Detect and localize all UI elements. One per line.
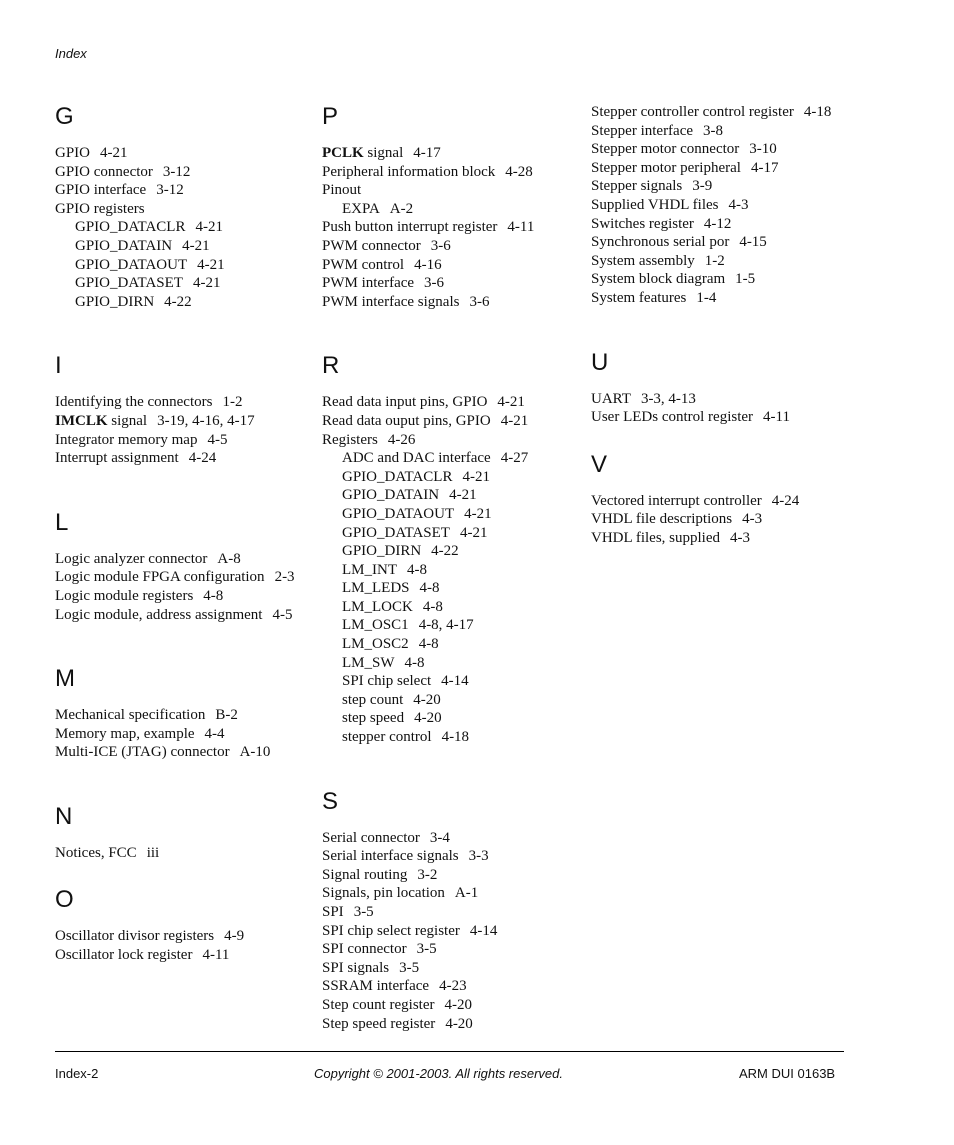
entry-pages: 3-3, 4-13 <box>640 390 696 407</box>
section-letter: P <box>322 103 339 130</box>
entry-pages: 4-14 <box>441 673 469 690</box>
index-subentry <box>322 561 584 580</box>
index-section <box>55 509 310 624</box>
entry-pages: 4-8 <box>407 561 427 578</box>
entry-pages: 4-21 <box>195 219 223 236</box>
entry-term: Step speed register <box>322 1015 436 1032</box>
section-letter: U <box>591 348 609 376</box>
entry-pages: 3-5 <box>416 941 437 958</box>
index-entry <box>55 927 310 946</box>
entry-pages: 4-20 <box>414 710 442 727</box>
index-section <box>55 665 310 762</box>
entry-term: VHDL file descriptions <box>591 511 733 528</box>
index-entry <box>322 274 584 293</box>
index-column-3 <box>591 103 891 548</box>
entry-pages: 4-22 <box>431 543 459 560</box>
entry-term: Oscillator lock register <box>55 947 193 964</box>
entry-pages: 4-16 <box>414 256 442 273</box>
entry-pages: 3-9 <box>692 178 713 195</box>
section-letter: N <box>55 802 73 830</box>
entry-term: User LEDs control register <box>591 409 754 426</box>
index-subentry <box>322 542 584 561</box>
index-subentry <box>55 274 310 293</box>
entry-term: GPIO_DIRN <box>75 293 155 310</box>
entry-pages: 4-21 <box>192 275 221 292</box>
index-subentry <box>55 293 310 312</box>
index-subentry <box>322 579 584 598</box>
section-gap <box>591 308 891 349</box>
index-entry <box>591 140 891 159</box>
entry-pages: 4-15 <box>739 234 767 251</box>
copyright-notice: Copyright © 2001-2003. All rights reserved. <box>314 1066 563 1081</box>
index-subentry <box>322 672 584 691</box>
index-section <box>591 103 891 308</box>
entry-pages: 4-20 <box>445 1015 473 1032</box>
entry-pages: 2-3 <box>274 569 295 586</box>
entry-term: Logic module FPGA configuration <box>55 569 265 586</box>
section-gap <box>322 747 584 788</box>
entry-term: LM_SW <box>342 654 395 671</box>
entry-term: GPIO_DATAOUT <box>75 256 188 273</box>
entry-pages: 4-21 <box>459 524 488 541</box>
index-section <box>55 103 310 311</box>
entry-term: SPI <box>322 904 344 920</box>
index-entry <box>55 706 310 725</box>
entry-pages: 3-12 <box>162 163 191 180</box>
index-entry <box>322 256 584 275</box>
section-gap <box>591 427 891 451</box>
entry-pages: 4-17 <box>413 145 441 161</box>
entry-term: SPI chip select <box>342 673 432 690</box>
index-section <box>322 103 584 311</box>
index-subentry <box>322 616 584 635</box>
entry-pages: 4-8 <box>203 587 224 604</box>
entry-pages: 4-28 <box>505 163 533 180</box>
index-subentry <box>322 691 584 710</box>
entry-term: Stepper motor connector <box>591 141 740 158</box>
section-letter: O <box>55 886 74 914</box>
entry-term: SSRAM interface <box>322 978 430 995</box>
entry-term: GPIO <box>55 145 91 161</box>
entry-term: ADC and DAC interface <box>342 450 491 467</box>
entry-pages: 4-8 <box>419 580 440 597</box>
index-entry <box>591 103 891 122</box>
index-entry <box>591 289 891 308</box>
index-column-1 <box>55 103 310 965</box>
entry-pages: iii <box>146 844 160 861</box>
entry-term: Registers <box>322 431 378 448</box>
index-entry <box>322 940 584 959</box>
entry-term: Logic analyzer connector <box>55 550 208 567</box>
entry-pages: 4-17 <box>750 159 779 176</box>
section-gap <box>322 311 584 352</box>
entry-term: Read data ouput pins, GPIO <box>322 412 491 429</box>
index-entry <box>55 181 310 200</box>
entry-pages: 4-18 <box>441 729 470 746</box>
entry-pages: 4-11 <box>507 219 535 236</box>
entry-pages: 4-20 <box>444 996 472 1013</box>
entry-term: Push button interrupt register <box>322 219 498 236</box>
index-entry <box>55 200 310 219</box>
entry-term: Integrator memory map <box>55 431 198 448</box>
index-subentry <box>322 486 584 505</box>
index-entry <box>55 393 310 412</box>
entry-pages: A-8 <box>217 550 241 567</box>
entry-pages: 3-2 <box>417 866 438 883</box>
index-entry <box>55 449 310 468</box>
entry-pages: 4-21 <box>182 237 210 254</box>
entry-term: GPIO_DATASET <box>75 275 183 292</box>
entry-term: LM_OSC2 <box>342 636 409 653</box>
section-letter: G <box>55 103 74 130</box>
index-subentry <box>322 728 584 747</box>
index-entry <box>322 237 584 256</box>
entry-term: Serial interface signals <box>322 848 459 865</box>
index-entry <box>55 587 310 606</box>
entry-pages: 4-21 <box>464 505 492 522</box>
entry-pages: 4-24 <box>771 492 800 509</box>
entry-term: Supplied VHDL files <box>591 196 719 213</box>
entry-term: Stepper interface <box>591 122 694 139</box>
entry-pages: 4-12 <box>703 215 732 232</box>
entry-pages: 4-21 <box>100 145 128 161</box>
entry-term: Serial connector <box>322 829 420 846</box>
entry-pages: 3-8 <box>703 122 724 139</box>
index-entry <box>55 163 310 182</box>
entry-term: GPIO_DATASET <box>342 524 450 541</box>
index-entry <box>55 743 310 762</box>
entry-term: Identifying the connectors <box>55 394 213 411</box>
document-id: ARM DUI 0163B <box>739 1066 836 1081</box>
index-entry <box>591 215 891 234</box>
entry-pages: 4-3 <box>730 529 751 546</box>
entry-pages: 1-5 <box>735 271 756 288</box>
entry-term: Multi-ICE (JTAG) connector <box>55 744 230 761</box>
entry-term: LM_INT <box>342 561 397 578</box>
entry-term: SPI signals <box>322 959 390 976</box>
entry-term: Read data input pins, GPIO <box>322 394 488 411</box>
entry-term: Interrupt assignment <box>55 450 179 467</box>
entry-pages: 4-26 <box>387 431 416 448</box>
entry-term: step count <box>342 691 404 708</box>
entry-term: LM_LEDS <box>342 580 410 597</box>
entry-pages: 3-3 <box>468 848 489 865</box>
index-entry <box>322 903 584 922</box>
index-subentry <box>322 468 584 487</box>
entry-pages: 1-4 <box>696 289 717 306</box>
index-entry <box>322 181 584 200</box>
entry-pages: 3-5 <box>399 959 420 976</box>
entry-term: SPI connector <box>322 941 407 958</box>
entry-pages: 4-3 <box>728 196 749 213</box>
section-gap <box>55 311 310 352</box>
section-gap <box>55 762 310 803</box>
index-entry <box>322 884 584 903</box>
entry-pages: A-2 <box>389 200 414 217</box>
entry-term: VHDL files, supplied <box>591 529 721 546</box>
entry-term: Vectored interrupt controller <box>591 492 762 509</box>
entry-term: GPIO connector <box>55 163 153 180</box>
index-entry <box>322 977 584 996</box>
section-gap <box>55 862 310 886</box>
index-entry <box>55 412 310 431</box>
entry-term: EXPA <box>342 200 380 217</box>
entry-term: UART <box>591 390 631 407</box>
index-entry <box>322 163 584 182</box>
entry-term: Synchronous serial por <box>591 234 730 251</box>
index-subentry <box>55 256 310 275</box>
index-subentry <box>322 598 584 617</box>
entry-term: SPI chip select register <box>322 922 460 939</box>
entry-pages: 4-3 <box>742 511 763 528</box>
index-entry <box>591 177 891 196</box>
entry-pages: 4-21 <box>497 394 525 411</box>
entry-term: PWM control <box>322 256 405 273</box>
entry-pages: 4-27 <box>500 450 529 467</box>
entry-pages: 3-6 <box>424 275 445 292</box>
section-letter: R <box>322 352 340 380</box>
index-entry <box>55 606 310 625</box>
index-entry <box>322 393 584 412</box>
entry-pages: 4-22 <box>164 293 192 310</box>
index-section <box>591 349 891 427</box>
index-section <box>322 352 584 746</box>
entry-pages: A-1 <box>454 885 479 902</box>
index-entry <box>322 959 584 978</box>
index-entry <box>591 529 891 548</box>
entry-pages: 4-20 <box>413 691 441 708</box>
entry-pages: 4-8 <box>422 598 443 615</box>
entry-term: GPIO_DATACLR <box>342 468 453 485</box>
entry-pages: 4-4 <box>204 725 225 742</box>
entry-pages: 4-11 <box>763 409 790 426</box>
index-entry <box>591 159 891 178</box>
page-number: Index-2 <box>55 1066 99 1081</box>
index-entry <box>55 844 310 863</box>
entry-pages: 1-2 <box>704 252 725 269</box>
entry-pages: 4-21 <box>500 412 529 429</box>
entry-term: Signal routing <box>322 866 408 883</box>
entry-pages: 4-11 <box>202 947 230 964</box>
index-subentry <box>322 709 584 728</box>
entry-pages: 3-10 <box>749 141 777 158</box>
entry-term: Stepper signals <box>591 178 683 195</box>
entry-pages: A-10 <box>239 744 271 761</box>
section-letter: M <box>55 665 75 693</box>
entry-pages: 3-5 <box>353 904 374 920</box>
entry-pages: 4-5 <box>272 606 293 623</box>
entry-term: GPIO_DIRN <box>342 543 422 560</box>
section-gap <box>55 624 310 665</box>
index-subentry <box>322 449 584 468</box>
footer-divider <box>55 1051 844 1052</box>
entry-pages: 4-8 <box>418 636 439 653</box>
entry-pages: 4-18 <box>803 104 832 120</box>
entry-term: Logic module registers <box>55 587 194 604</box>
index-entry <box>55 550 310 569</box>
index-entry <box>591 270 891 289</box>
entry-term: LM_OSC1 <box>342 617 409 634</box>
entry-pages: 3-12 <box>156 182 184 199</box>
index-entry <box>322 1015 584 1034</box>
index-entry <box>55 568 310 587</box>
index-entry <box>322 829 584 848</box>
entry-pages: 3-6 <box>430 237 451 254</box>
running-header: Index <box>55 46 87 61</box>
entry-term: step speed <box>342 710 405 727</box>
index-entry <box>322 293 584 312</box>
index-entry <box>322 144 584 163</box>
index-subentry <box>322 635 584 654</box>
entry-term: GPIO interface <box>55 182 147 199</box>
index-entry <box>591 252 891 271</box>
entry-term: Signals, pin location <box>322 885 445 902</box>
entry-term: GPIO_DATAIN <box>342 487 440 504</box>
index-subentry <box>322 654 584 673</box>
index-entry <box>591 510 891 529</box>
index-entry <box>322 431 584 450</box>
index-entry <box>322 866 584 885</box>
entry-term: IMCLK <box>55 412 108 429</box>
entry-pages: 1-2 <box>222 394 243 411</box>
entry-pages: 4-5 <box>207 431 228 448</box>
entry-term: GPIO_DATAOUT <box>342 505 455 522</box>
entry-term: Logic module, address assignment <box>55 606 263 623</box>
section-letter: V <box>591 450 608 478</box>
entry-pages: 4-8 <box>404 654 425 671</box>
index-section <box>55 803 310 863</box>
entry-term: Stepper controller control register <box>591 104 794 120</box>
index-entry <box>591 408 891 427</box>
index-column-2 <box>322 103 584 1033</box>
entry-term: System block diagram <box>591 271 726 288</box>
entry-term: Peripheral information block <box>322 163 496 180</box>
entry-pages: 4-21 <box>462 468 490 485</box>
index-section <box>322 788 584 1034</box>
entry-term: stepper control <box>342 729 432 746</box>
index-subentry <box>322 505 584 524</box>
entry-term: GPIO_DATACLR <box>75 219 186 236</box>
entry-term: Notices, FCC <box>55 844 137 861</box>
index-entry <box>591 122 891 141</box>
entry-pages: 3-19, 4-16, 4-17 <box>157 412 255 429</box>
entry-term-rest: signal <box>363 145 404 161</box>
entry-pages: 4-24 <box>188 450 217 467</box>
entry-term: Switches register <box>591 215 694 232</box>
index-section <box>55 352 310 467</box>
index-subentry <box>55 237 310 256</box>
index-subentry <box>322 200 584 219</box>
index-entry <box>591 390 891 409</box>
entry-term: PWM interface signals <box>322 293 460 310</box>
section-letter: S <box>322 787 339 815</box>
index-entry <box>322 412 584 431</box>
entry-term: System assembly <box>591 252 695 269</box>
index-entry <box>55 144 310 163</box>
index-entry <box>322 922 584 941</box>
index-subentry <box>322 524 584 543</box>
index-subentry <box>55 218 310 237</box>
entry-pages: 4-21 <box>449 487 477 504</box>
index-section <box>55 886 310 964</box>
entry-term: Pinout <box>322 182 362 199</box>
section-gap <box>55 468 310 509</box>
entry-term: Stepper motor peripheral <box>591 159 741 176</box>
index-entry <box>591 196 891 215</box>
index-entry <box>55 725 310 744</box>
entry-term: GPIO_DATAIN <box>75 237 173 254</box>
entry-term: Mechanical specification <box>55 707 206 724</box>
entry-term: Memory map, example <box>55 725 195 742</box>
entry-term: Oscillator divisor registers <box>55 928 215 945</box>
entry-term: LM_LOCK <box>342 598 413 615</box>
entry-pages: 4-21 <box>197 256 225 273</box>
section-letter: I <box>55 352 62 380</box>
entry-term: PWM connector <box>322 237 421 254</box>
index-entry <box>591 233 891 252</box>
index-entry <box>322 218 584 237</box>
section-letter: L <box>55 508 69 536</box>
entry-term: System features <box>591 289 687 306</box>
index-entry <box>591 492 891 511</box>
entry-pages: 4-23 <box>439 978 467 995</box>
index-entry <box>55 946 310 965</box>
index-entry <box>55 431 310 450</box>
index-entry <box>322 996 584 1015</box>
entry-pages: 3-4 <box>429 829 450 846</box>
entry-pages: 3-6 <box>469 293 490 310</box>
entry-pages: 4-9 <box>224 928 245 945</box>
index-entry <box>322 847 584 866</box>
entry-pages: 4-8, 4-17 <box>418 617 474 634</box>
entry-term: Step count register <box>322 996 435 1013</box>
index-section <box>591 451 891 548</box>
entry-term-rest: signal <box>107 412 148 429</box>
entry-term: PWM interface <box>322 275 415 292</box>
entry-pages: 4-14 <box>469 922 498 939</box>
entry-term: PCLK <box>322 145 364 161</box>
entry-pages: B-2 <box>215 707 238 724</box>
entry-term: GPIO registers <box>55 200 145 217</box>
